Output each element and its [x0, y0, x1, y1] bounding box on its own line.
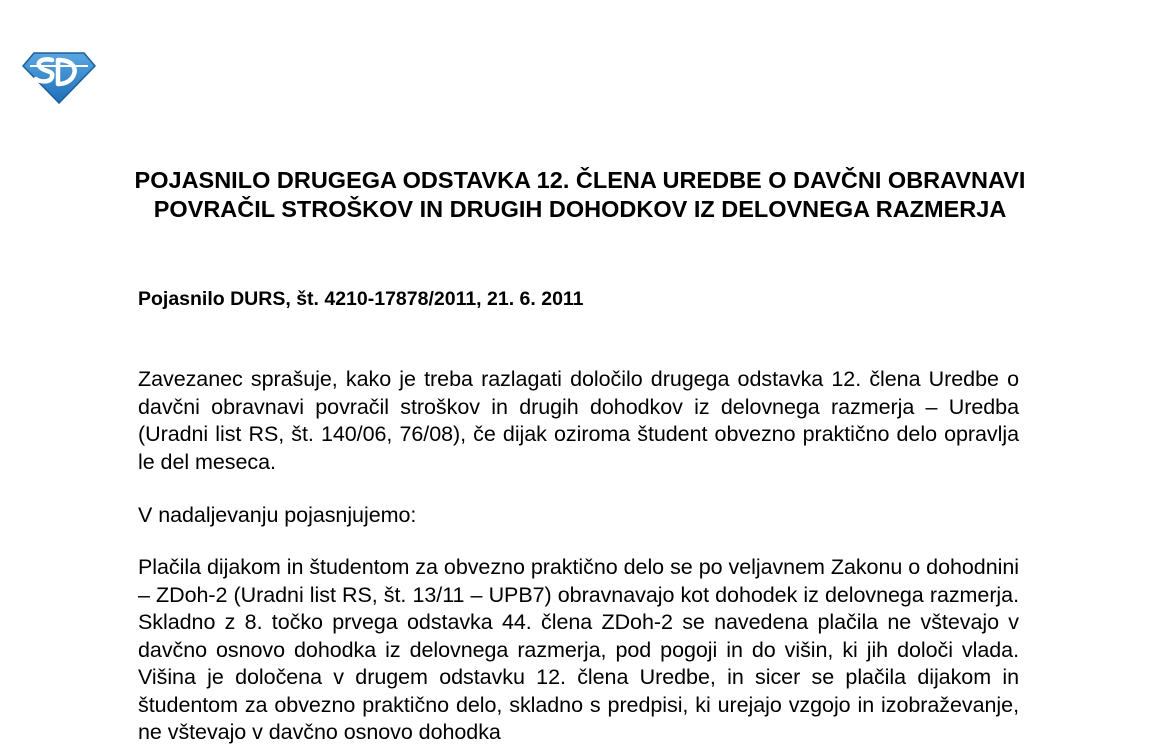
paragraph-explanation: Plačila dijakom in študentom za obvezno praktično delo se po veljavnem Zakonu o dohodnini – ZDoh-2 (Uradni list RS, št. 13/11 – UPB7) obravnavajo kot dohodek iz delovnega razmerja. Skladno z 8. točko prvega odstavka 44. člena ZDoh-2 se navedena plačila ne vštevajo v davčno osnovo dohodka iz delovnega razmerja, pod pogoji in do višin, ki jih določi vlada. Višina je določena v drugem odstavku 12. člena Uredbe, in sicer se plačila dijakom in študentom za obvezno praktično delo, skladno s predpisi, ki urejajo vzgojo in izobraževanje, ne vštevajo v davčno osnovo dohodka — [138, 555, 1019, 744]
paragraph-intro: V nadaljevanju pojasnjujemo: — [138, 503, 417, 527]
sd-logo-icon — [22, 50, 96, 104]
paragraph-question: Zavezanec sprašuje, kako je treba razlagati določilo drugega odstavka 12. člena Uredbe o davčni obravnavi povračil stroškov in drugih dohodkov iz delovnega razmerja – Uredba (Uradni list RS, št. 140/06, 76/08), če dijak oziroma študent obvezno praktično delo opravlja le del meseca. — [138, 367, 1019, 474]
document-reference: Pojasnilo DURS, št. 4210-17878/2011, 21. 6. 2011 — [138, 288, 584, 310]
document-title: POJASNILO DRUGEGA ODSTAVKA 12. ČLENA UREDBE O DAVČNI OBRAVNAVI POVRAČIL STROŠKOV IN DRUGIH DOHODKOV IZ DELOVNEGA RAZMERJA — [134, 167, 1026, 222]
